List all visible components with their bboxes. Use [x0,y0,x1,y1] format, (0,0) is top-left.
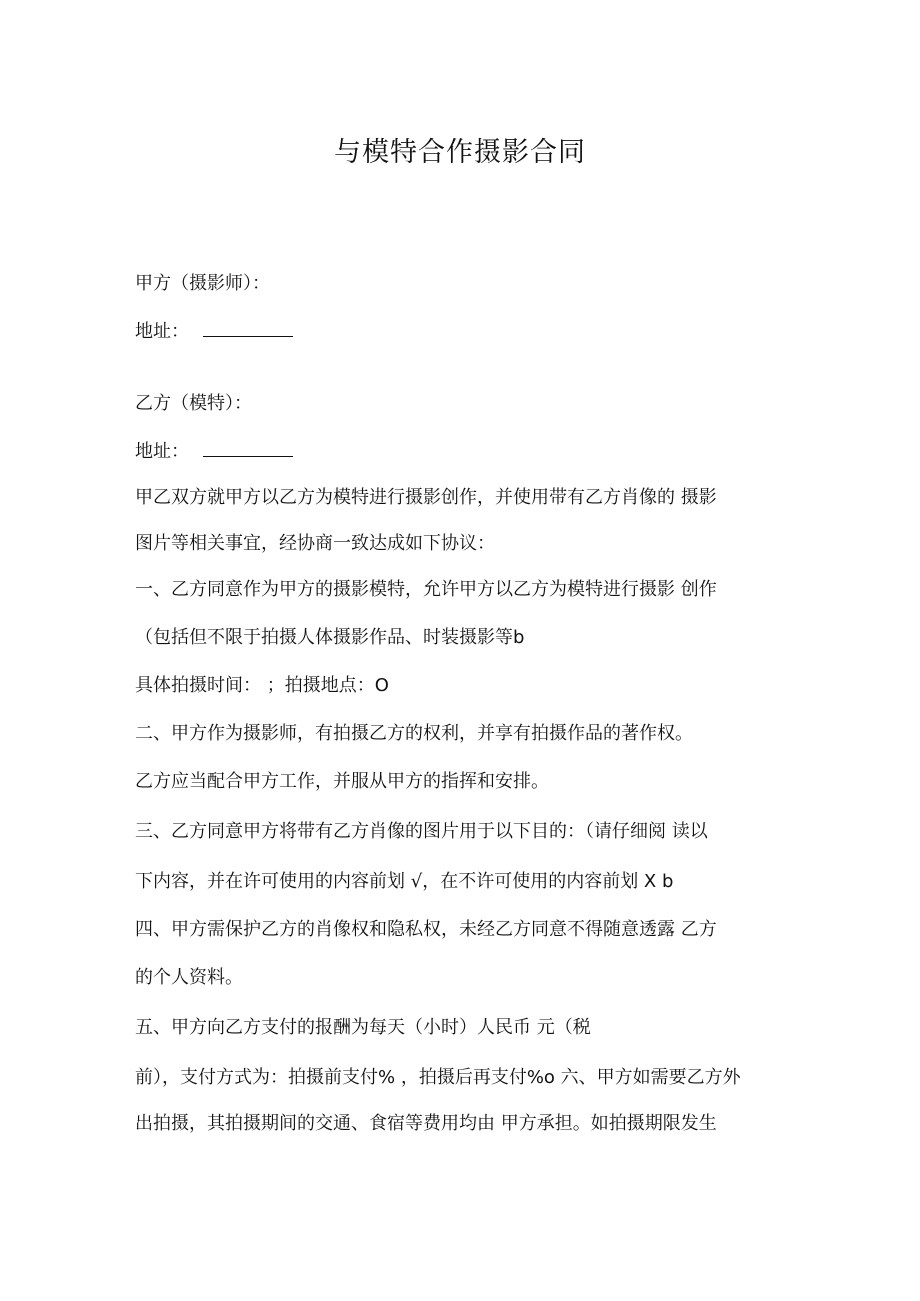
body-line: 四、甲方需保护乙方的肖像权和隐私权，未经乙方同意不得随意透露 乙方 [135,919,717,940]
body-line: 一、乙方同意作为甲方的摄影模特，允许甲方以乙方为模特进行摄影 创作 [135,579,717,600]
party-a-address-label: 地址： [135,321,189,342]
body-line: 二、甲方作为摄影师，有拍摄乙方的权利，并享有拍摄作品的著作权。 [135,723,693,744]
document-title: 与模特合作摄影合同 [334,137,586,168]
body-line: 的个人资料。 [135,967,243,988]
party-a-address-blank [203,318,293,337]
party-b-line [135,390,252,418]
party-b-address-label: 地址： [135,441,189,462]
body-line: 出拍摄，其拍摄期间的交通、食宿等费用均由 甲方承担。如拍摄期限发生 [135,1113,717,1134]
body-line: 五、甲方向乙方支付的报酬为每天（小时）人民币 元（税 [135,1017,591,1038]
body-line: 三、乙方同意甲方将带有乙方肖像的图片用于以下目的：（请仔细阅 读以 [135,821,708,842]
party-b-address-line [135,438,293,466]
body-line: 前），支付方式为：拍摄前支付% ，拍摄后再支付%o 六、甲方如需要乙方外 [135,1067,741,1088]
body-line: 图片等相关事宜，经协商一致达成如下协议： [135,533,495,554]
party-b-label: 乙方（模特）： [135,393,252,414]
body-line: 具体拍摄时间： ；拍摄地点：O [135,675,389,696]
body-line: 甲乙双方就甲方以乙方为模特进行摄影创作，并使用带有乙方肖像的 摄影 [135,487,717,508]
body-line: 下内容，并在许可使用的内容前划 √，在不许可使用的内容前划 X b [135,871,674,892]
party-a-line [135,270,270,298]
body-line: 乙方应当配合甲方工作，并服从甲方的指挥和安排。 [135,771,549,792]
party-a-label: 甲方（摄影师）： [135,273,270,294]
party-b-address-blank [203,438,293,457]
party-a-address-line [135,318,293,346]
body-line: （包括但不限于拍摄人体摄影作品、时装摄影等b [135,627,525,648]
